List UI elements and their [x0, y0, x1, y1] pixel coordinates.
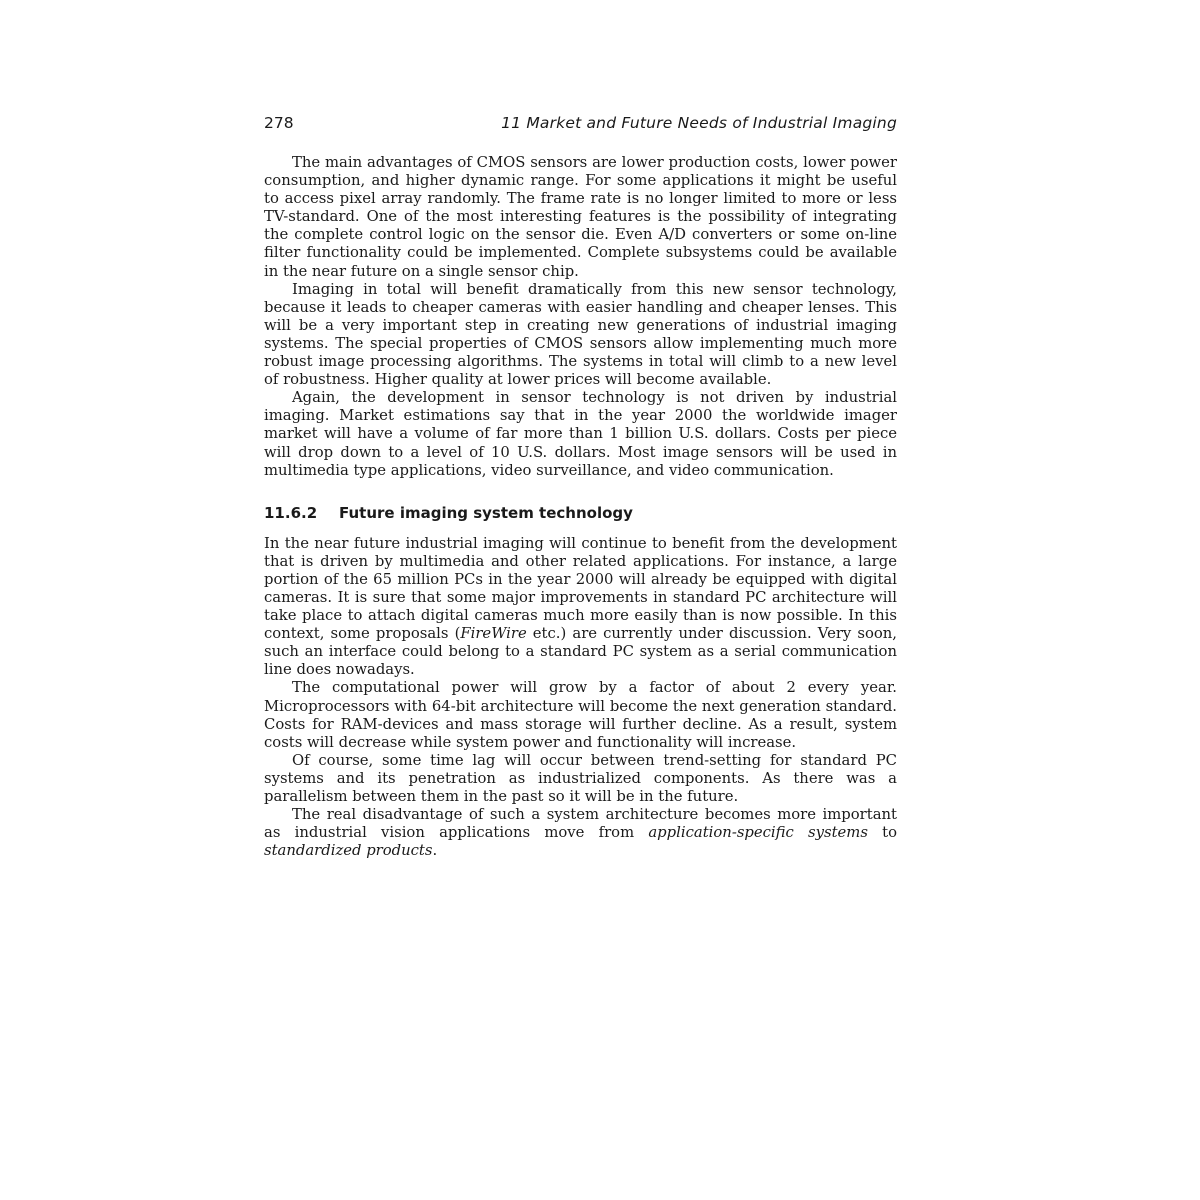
paragraph-cmos-advantages: The main advantages of CMOS sensors are lower production costs, lower power consumption, and higher dynamic range. For some applications it might be useful to access pixel array randomly. The frame rate is no longer limited to more or less TV-standard. One of the most interesting features is the possibility of integrating the complete control logic on the sensor die. Even A/D converters or some on-line filter functionality could be implemented. Complete subsystems could be available in the near future on a single sensor chip.: [264, 154, 897, 280]
emphasis-application-specific: application-specific systems: [648, 824, 868, 842]
paragraph-near-future: [264, 535, 897, 680]
section-number: 11.6.2: [264, 503, 318, 522]
paragraph-disadvantage: [264, 806, 897, 860]
section-title: Future imaging system technology: [339, 503, 633, 522]
chapter-title: 11 Market and Future Needs of Industrial Imaging: [501, 114, 897, 132]
paragraph-text: to: [867, 824, 897, 842]
emphasis-firewire: FireWire: [460, 625, 527, 643]
paragraph-text: The real disadvantage of such a system architecture becomes more important as industrial vision applications move from: [264, 806, 897, 842]
page-number: 278: [264, 114, 294, 132]
running-head: [264, 112, 897, 134]
book-page: [264, 112, 897, 860]
paragraph-time-lag: Of course, some time lag will occur between trend-setting for standard PC systems and its penetration as industrialized components. As there was a parallelism between them in the past so it will be in the future.: [264, 751, 897, 805]
paragraph-market-estimations: Again, the development in sensor technology is not driven by industrial imaging. Market estimations say that in the year 2000 the worldwide imager market will have a volume of far more than 1 billion U.S. dollars. Costs per piece will drop down to a level of 10 U.S. dollars. Most image sensors will be used in multimedia type applications, video surveillance, and video communication.: [264, 389, 897, 479]
paragraph-text: etc.) are currently under discussion. Very soon, such an interface could belong to a standard PC system as a serial communication line does nowadays.: [264, 625, 897, 679]
section-heading: [264, 503, 897, 523]
paragraph-text: In the near future industrial imaging will continue to benefit from the development that is driven by multimedia and other related applications. For instance, a large portion of the 65 million PCs in the year 2000 will already be equipped with digital cameras. It is sure that some major improvements in standard PC architecture will take place to attach digital cameras much more easily than is now possible. In this context, some proposals (: [264, 534, 897, 643]
emphasis-standardized-products: standardized products: [264, 842, 433, 860]
body-text: [264, 154, 897, 860]
paragraph-computational-power: The computational power will grow by a factor of about 2 every year. Microprocessors with 64-bit architecture will become the next generation standard. Costs for RAM-devices and mass storage will further decline. As a result, system costs will decrease while system power and functionality will increase.: [264, 679, 897, 751]
paragraph-text: .: [432, 842, 438, 860]
paragraph-imaging-benefit: Imaging in total will benefit dramatically from this new sensor technology, because it leads to cheaper cameras with easier handling and cheaper lenses. This will be a very important step in creating new generations of industrial imaging systems. The special properties of CMOS sensors allow implementing much more robust image processing algorithms. The systems in total will climb to a new level of robustness. Higher quality at lower prices will become available.: [264, 280, 897, 389]
